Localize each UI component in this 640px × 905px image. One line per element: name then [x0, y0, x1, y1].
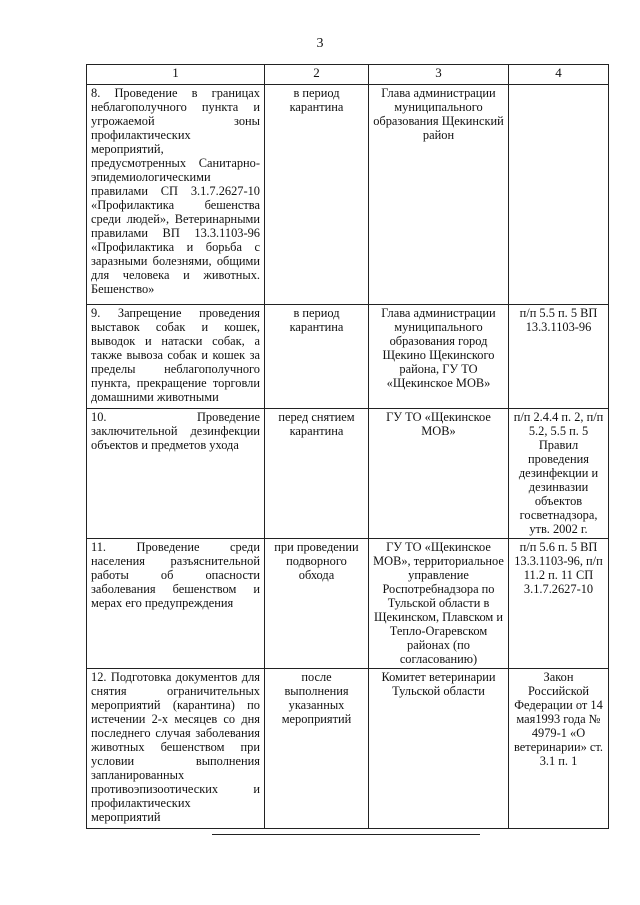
- responsible-cell: ГУ ТО «Щекинское МОВ», территориальное управление Роспотребнадзора по Тульской области в Щекинском, Плавском и Тепло-Огаревском районах (по согласованию): [369, 539, 509, 669]
- basis-cell: п/п 5.5 п. 5 ВП 13.3.1103-96: [509, 305, 609, 409]
- column-header: 1: [87, 65, 265, 85]
- basis-cell: п/п 5.6 п. 5 ВП 13.3.1103-96, п/п 11.2 п. 11 СП 3.1.7.2627-10: [509, 539, 609, 669]
- page-number: 3: [316, 36, 324, 51]
- basis-cell: Закон Российской Федерации от 14 мая1993 года № 4979-1 «О ветеринарии» ст. 3.1 п. 1: [509, 669, 609, 829]
- basis-cell: п/п 2.4.4 п. 2, п/п 5.2, 5.5 п. 5 Правил проведения дезинфекции и дезинвазии объектов госветнадзора, утв. 2002 г.: [509, 409, 609, 539]
- column-header: 2: [265, 65, 369, 85]
- measure-cell: 12. Подготовка документов для снятия ограничительных мероприятий (карантина) по истечении 2-х месяцев со дня последнего случая заболевания животных бешенством при условии выполнения запланированных противоэпизоотических и профилактических мероприятий: [87, 669, 265, 829]
- table-row: [87, 539, 609, 669]
- period-cell: перед снятием карантина: [265, 409, 369, 539]
- responsible-cell: Комитет ветеринарии Тульской области: [369, 669, 509, 829]
- bottom-divider: [212, 834, 480, 835]
- period-cell: при проведении подворного обхода: [265, 539, 369, 669]
- table-row: [87, 409, 609, 539]
- basis-cell: [509, 85, 609, 305]
- measure-cell: 10. Проведение заключительной дезинфекции объектов и предметов ухода: [87, 409, 265, 539]
- column-header: 4: [509, 65, 609, 85]
- table-row: [87, 305, 609, 409]
- period-cell: в период карантина: [265, 305, 369, 409]
- table-row: [87, 669, 609, 829]
- measure-cell: 9. Запрещение проведения выставок собак и кошек, выводок и натаски собак, а также вывоза собак и кошек за пределы неблагополучного пункта, прекращение торговли домашними животными: [87, 305, 265, 409]
- responsible-cell: Глава администрации муниципального образования Щекинский район: [369, 85, 509, 305]
- table-row: [87, 85, 609, 305]
- period-cell: после выполнения указанных мероприятий: [265, 669, 369, 829]
- table-header-row: [87, 65, 609, 85]
- measure-cell: 8. Проведение в границах неблагополучного пункта и угрожаемой зоны профилактических мероприятий, предусмотренных Санитарно-эпидемиологическими правилами СП 3.1.7.2627-10 «Профилактика бешенства среди людей», Ветеринарными правилами ВП 13.3.1103-96 «Профилактика и борьба с заразными болезнями, общими для человека и животных. Бешенство»: [87, 85, 265, 305]
- period-cell: в период карантина: [265, 85, 369, 305]
- measures-table: [86, 64, 609, 829]
- column-header: 3: [369, 65, 509, 85]
- responsible-cell: Глава администрации муниципального образования город Щекино Щекинского района, ГУ ТО «Щекинское МОВ»: [369, 305, 509, 409]
- responsible-cell: ГУ ТО «Щекинское МОВ»: [369, 409, 509, 539]
- measure-cell: 11. Проведение среди населения разъяснительной работы об опасности заболевания бешенством и мерах его предупреждения: [87, 539, 265, 669]
